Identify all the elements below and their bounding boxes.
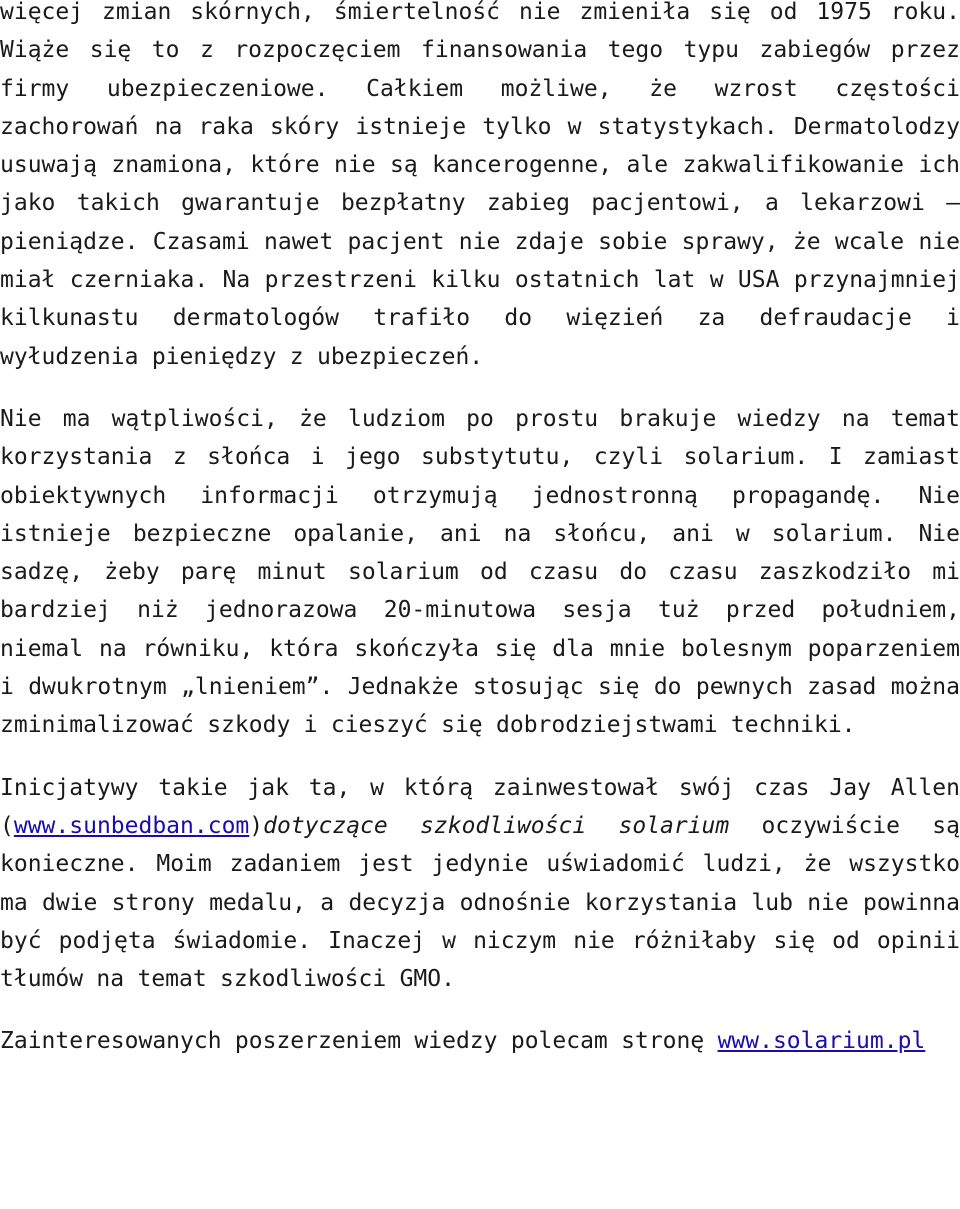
paragraph-1: więcej zmian skórnych, śmiertelność nie zmieniła się od 1975 roku. Wiąże się to z rozpoczęciem finansowania tego typu zabiegów przez firmy ubezpieczeniowe. Całkiem możliwe, że wzrost częstości zachorowań na raka skóry istnieje tylko w statystykach. Dermatolodzy usuwają znamiona, które nie są kancerogenne, ale zakwalifikowanie ich jako takich gwarantuje bezpłatny zabieg pacjentowi, a lekarzowi – pieniądze. Czasami nawet pacjent nie zdaje sobie sprawy, że wcale nie miał czerniaka. Na przestrzeni kilku ostatnich lat w USA przynajmniej kilkunastu dermatologów trafiło do więzień za defraudacje i wyłudzenia pieniędzy z ubezpieczeń.: [0, 0, 960, 370]
paragraph-2: Nie ma wątpliwości, że ludziom po prostu brakuje wiedzy na temat korzystania z słońca i jego substytutu, czyli solarium. I zamiast obiektywnych informacji otrzymują jednostronną propagandę. Nie istnieje bezpieczne opalanie, ani na słońcu, ani w solarium. Nie sadzę, żeby parę minut solarium od czasu do czasu zaszkodziło mi bardziej niż jednorazowa 20-minutowa sesja tuż przed południem, niemal na równiku, która skończyła się dla mnie bolesnym poparzeniem i dwukrotnym „lnieniem”. Jednakże stosując się do pewnych zasad można zminimalizować szkody i cieszyć się dobrodziejstwami techniki.: [0, 405, 960, 739]
paragraph-3: [0, 769, 960, 999]
sunbedban-link[interactable]: www.sunbedban.com: [13, 812, 250, 839]
solarium-link[interactable]: www.solarium.pl: [717, 1028, 926, 1055]
paragraph-4-text: Zainteresowanych poszerzeniem wiedzy polecam stronę: [0, 1028, 718, 1055]
paragraph-3-intro: Inicjatywy takie jak ta, w którą zainwestował swój czas Jay Allen (: [0, 774, 960, 839]
paragraph-3-italic: dotyczące szkodliwości solarium: [263, 812, 730, 839]
paragraph-3-rest: oczywiście są konieczne. Moim zadaniem jest jedynie uświadomić ludzi, że wszystko ma dwie strony medalu, a decyzja odnośnie korzystania lub nie powinna być podjęta świadomie. Inaczej w niczym nie różniłaby się od opinii tłumów na temat szkodliwości GMO.: [0, 812, 960, 993]
paragraph-4: [0, 1022, 960, 1060]
paragraph-3-paren: ): [249, 812, 264, 839]
